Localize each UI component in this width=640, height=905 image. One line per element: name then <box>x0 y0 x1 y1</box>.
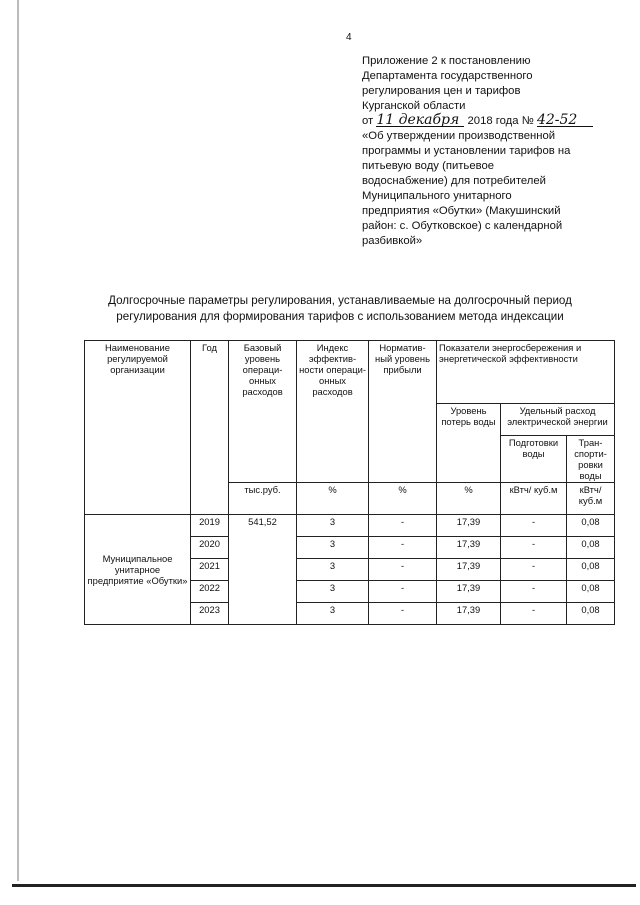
prep-cell: - <box>501 537 567 559</box>
index-cell: 3 <box>297 581 369 603</box>
unit-profit: % <box>369 483 437 515</box>
losses-cell: 17,39 <box>437 515 501 537</box>
prep-cell: - <box>501 559 567 581</box>
losses-cell: 17,39 <box>437 581 501 603</box>
header-year: Год <box>191 341 229 515</box>
header-index: Индекс эффектив-ности операци-онных расходов <box>297 341 369 483</box>
appendix-header <box>362 54 624 249</box>
handwritten-date: 11 декабря <box>376 114 464 127</box>
org-name-cell: Муниципальное унитарное предприятие «Обутки» <box>85 515 191 625</box>
unit-transport: кВтч/ куб.м <box>567 483 615 515</box>
profit-cell: - <box>369 515 437 537</box>
transport-cell: 0,08 <box>567 559 615 581</box>
title-line: Долгосрочные параметры регулирования, устанавливаемые на долгосрочный период <box>108 294 572 307</box>
index-cell: 3 <box>297 559 369 581</box>
header-specific: Удельный расход электрической энергии <box>501 404 615 436</box>
appendix-line: водоснабжение) для потребителей <box>362 175 546 187</box>
header-prep: Подготовки воды <box>501 436 567 483</box>
year-cell: 2019 <box>191 515 229 537</box>
header-profit: Норматив-ный уровень прибыли <box>369 341 437 483</box>
index-cell: 3 <box>297 537 369 559</box>
from-prefix: от <box>362 115 374 127</box>
header-losses: Уровень потерь воды <box>437 404 501 483</box>
profit-cell: - <box>369 537 437 559</box>
base-value-cell: 541,52 <box>229 515 297 625</box>
appendix-line: Приложение 2 к постановлению <box>362 55 531 67</box>
index-cell: 3 <box>297 603 369 625</box>
unit-base: тыс.руб. <box>229 483 297 515</box>
appendix-line: питьевую воду (питьевое <box>362 160 495 172</box>
handwritten-number: 42-52 <box>537 114 593 127</box>
index-cell: 3 <box>297 515 369 537</box>
losses-cell: 17,39 <box>437 603 501 625</box>
transport-cell: 0,08 <box>567 515 615 537</box>
table-row <box>85 515 615 537</box>
unit-index: % <box>297 483 369 515</box>
year-cell: 2020 <box>191 537 229 559</box>
year-cell: 2021 <box>191 559 229 581</box>
transport-cell: 0,08 <box>567 537 615 559</box>
page-number: 4 <box>346 32 352 43</box>
document-title <box>60 293 620 325</box>
appendix-line: район: с. Обутковское) с календарной <box>362 220 563 232</box>
appendix-line: Курганской области <box>362 100 466 112</box>
title-line: регулирования для формирования тарифов с использованием метода индексации <box>116 310 564 323</box>
losses-cell: 17,39 <box>437 559 501 581</box>
appendix-line: Департамента государственного <box>362 70 533 82</box>
unit-prep: кВтч/ куб.м <box>501 483 567 515</box>
unit-losses: % <box>437 483 501 515</box>
transport-cell: 0,08 <box>567 603 615 625</box>
appendix-line: «Об утверждении производственной <box>362 130 556 142</box>
regulation-parameters-table <box>84 340 615 625</box>
appendix-line: Муниципального унитарного <box>362 190 512 202</box>
appendix-line: разбивкой» <box>362 235 423 247</box>
year-cell: 2023 <box>191 603 229 625</box>
year-cell: 2022 <box>191 581 229 603</box>
profit-cell: - <box>369 559 437 581</box>
profit-cell: - <box>369 581 437 603</box>
header-transport: Тран-спорти-ровки воды <box>567 436 615 483</box>
prep-cell: - <box>501 603 567 625</box>
scan-bottom-edge <box>12 884 636 887</box>
header-org: Наименование регулируемой организации <box>85 341 191 515</box>
appendix-line: регулирования цен и тарифов <box>362 85 521 97</box>
appendix-line: программы и установлении тарифов на <box>362 145 571 157</box>
header-base: Базовый уровень операци-онных расходов <box>229 341 297 483</box>
appendix-date-line <box>362 114 624 129</box>
profit-cell: - <box>369 603 437 625</box>
year-text: 2018 года № <box>467 115 534 127</box>
appendix-line: предприятия «Обутки» (Макушинский <box>362 205 561 217</box>
prep-cell: - <box>501 515 567 537</box>
scan-edge-line <box>17 0 19 881</box>
prep-cell: - <box>501 581 567 603</box>
transport-cell: 0,08 <box>567 581 615 603</box>
header-energy: Показатели энергосбережения и энергетической эффективности <box>437 341 615 404</box>
losses-cell: 17,39 <box>437 537 501 559</box>
